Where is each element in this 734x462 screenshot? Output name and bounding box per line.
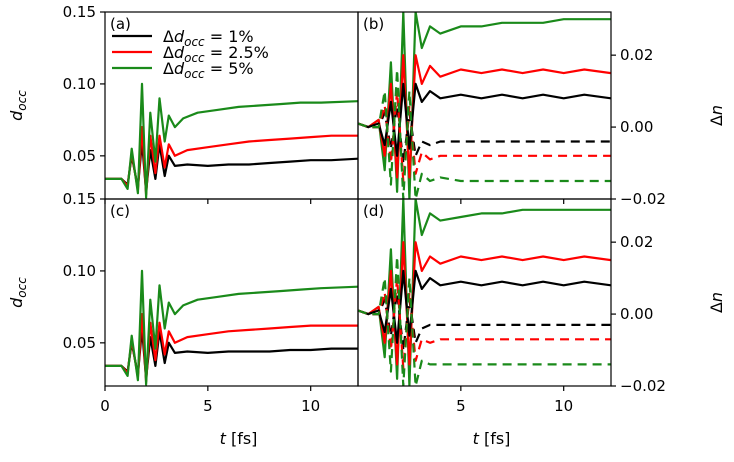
panel-label: (d): [363, 202, 385, 220]
legend-entry: $\Delta d_{occ} = 1\%$: [163, 27, 254, 49]
y-axis-label: Δn: [707, 291, 726, 314]
y-tick-label: −0.02: [620, 190, 666, 208]
y-tick-label: 0.15: [62, 190, 96, 208]
x-tick-label: 5: [203, 397, 213, 415]
x-tick-label: 10: [554, 397, 574, 415]
y-tick-label: 0.02: [620, 46, 654, 65]
panel-3: [7, 190, 358, 448]
y-tick-label: 0.05: [62, 333, 96, 352]
series-line-1-3: [105, 84, 358, 198]
panel-label: (c): [110, 202, 130, 220]
x-tick-label: 0: [100, 397, 110, 415]
panel-label: (a): [110, 15, 131, 33]
y-tick-label: 0.10: [62, 74, 96, 93]
y-tick-label: 0.15: [62, 3, 96, 21]
x-axis-label: t [fs]: [472, 429, 511, 448]
legend: [112, 27, 269, 81]
legend-entry: $\Delta d_{occ} = 2.5\%$: [163, 43, 269, 65]
x-axis-label: t [fs]: [219, 429, 258, 448]
x-tick-label: 5: [456, 397, 466, 415]
panel-2: [358, 12, 726, 208]
y-axis-label: $d_{occ}$: [7, 277, 29, 308]
y-tick-label: 0.05: [62, 146, 96, 165]
legend-entry: $\Delta d_{occ} = 5\%$: [163, 59, 254, 81]
panel-1: [7, 3, 358, 204]
y-axis-label: Δn: [707, 104, 726, 127]
y-tick-label: 0.02: [620, 233, 654, 252]
y-tick-label: −0.02: [620, 377, 666, 395]
y-axis-label: $d_{occ}$: [7, 90, 29, 121]
panel-4: [358, 199, 726, 448]
series-line-3-3: [105, 271, 358, 385]
y-tick-label: 0.10: [62, 261, 96, 280]
y-tick-label: 0.00: [620, 118, 654, 137]
panel-label: (b): [363, 15, 385, 33]
y-tick-label: 0.00: [620, 305, 654, 324]
x-tick-label: 10: [301, 397, 321, 415]
